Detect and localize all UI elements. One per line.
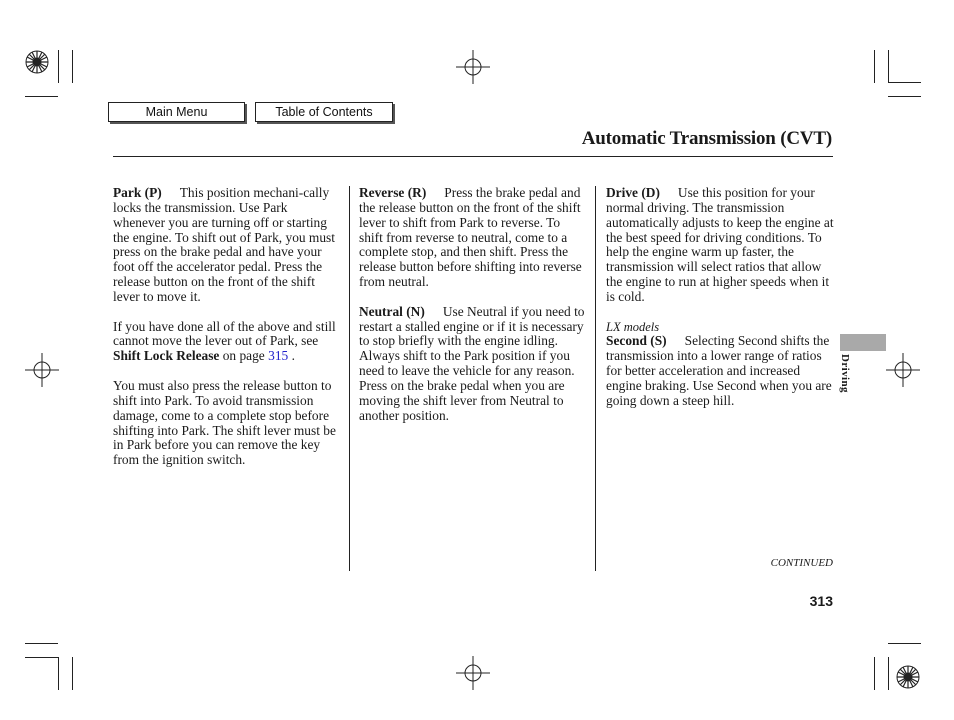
column-3 (606, 186, 834, 424)
crop-mark (888, 82, 921, 83)
page-315-link[interactable]: 315 (268, 348, 289, 364)
main-menu-button[interactable]: Main Menu (108, 102, 245, 122)
crop-mark (72, 50, 73, 83)
drive-text: Use this position for your normal driving. The transmission automatically adjusts to keep the engine at the best speed for driving conditions. To help the engine warm up faster, the transmission will select ratios that allow the engine to run at higher speeds when it is cold. (606, 185, 834, 304)
shift-lock-paragraph (113, 320, 341, 365)
reverse-paragraph (359, 186, 587, 290)
crop-mark (888, 50, 889, 83)
crop-mark (25, 643, 58, 644)
on-page-text: on page (222, 348, 265, 364)
drive-heading: Drive (D) (606, 185, 660, 200)
drive-paragraph (606, 186, 834, 305)
continued-label: CONTINUED (770, 557, 833, 569)
column-divider (349, 186, 350, 571)
park-paragraph (113, 186, 341, 305)
park-heading: Park (P) (113, 185, 162, 200)
second-heading: Second (S) (606, 333, 667, 349)
crop-mark (888, 96, 921, 97)
table-of-contents-button[interactable]: Table of Contents (255, 102, 393, 122)
page-number: 313 (809, 593, 833, 609)
title-rule (113, 156, 833, 157)
column-1 (113, 186, 341, 483)
crop-mark (25, 96, 58, 97)
neutral-paragraph (359, 305, 587, 424)
neutral-text: Use Neutral if you need to restart a stalled engine or if it is necessary to stop briefly with the engine idling. Always shift to the Park position if you need to leave the vehicle for any reason. Press on the brake pedal when you are moving the shift lever from Neutral to another position. (359, 303, 585, 423)
crop-mark (58, 657, 59, 690)
shift-lock-text: If you have done all of the above and still cannot move the lever out of Park, see (113, 318, 336, 349)
release-button-paragraph (113, 379, 341, 468)
registration-sun-icon (25, 50, 49, 74)
neutral-heading: Neutral (N) (359, 303, 425, 319)
column-divider (595, 186, 596, 571)
crop-mark (58, 50, 59, 83)
period-text: . (291, 348, 295, 364)
models-label: LX models (606, 319, 660, 334)
page-title: Automatic Transmission (CVT) (581, 128, 832, 149)
crosshair-icon (886, 353, 920, 387)
reverse-heading: Reverse (R) (359, 185, 427, 200)
registration-sun-icon (896, 665, 920, 689)
reverse-text: Press the brake pedal and the release button on the front of the shift lever to shift from Park to reverse. To shift from reverse to neutral, come to a complete stop, and then shift. Press the release button before shifting into reverse from neutral. (359, 185, 582, 290)
column-2 (359, 186, 587, 438)
crop-mark (25, 657, 58, 658)
crop-mark (888, 657, 889, 690)
crop-mark (888, 643, 921, 644)
crosshair-icon (456, 656, 490, 690)
park-text: This position mechani-cally locks the transmission. Use Park whenever you are turning off or starting the engine. To shift out of Park, you must press on the brake pedal and have your foot off the accelerator pedal. Press the release button on the front of the shift lever to move it. (113, 185, 335, 304)
second-text: Selecting Second shifts the transmission into a lower range of ratios for better acceleration and increased engine braking. Use Second when you are going down a steep hill. (606, 333, 832, 408)
crosshair-icon (25, 353, 59, 387)
crop-mark (874, 50, 875, 83)
crop-mark (874, 657, 875, 690)
second-paragraph (606, 334, 834, 408)
crop-mark (72, 657, 73, 690)
shift-lock-release-ref: Shift Lock Release (113, 348, 220, 364)
crosshair-icon (456, 50, 490, 84)
section-tab-label: Driving (839, 354, 851, 393)
release-button-text: You must also press the release button to shift into Park. To avoid transmission damage, come to a complete stop before shifting into Park. The shift lever must be in Park before you can remove the key from the ignition switch. (113, 377, 336, 468)
section-tab (840, 334, 886, 351)
